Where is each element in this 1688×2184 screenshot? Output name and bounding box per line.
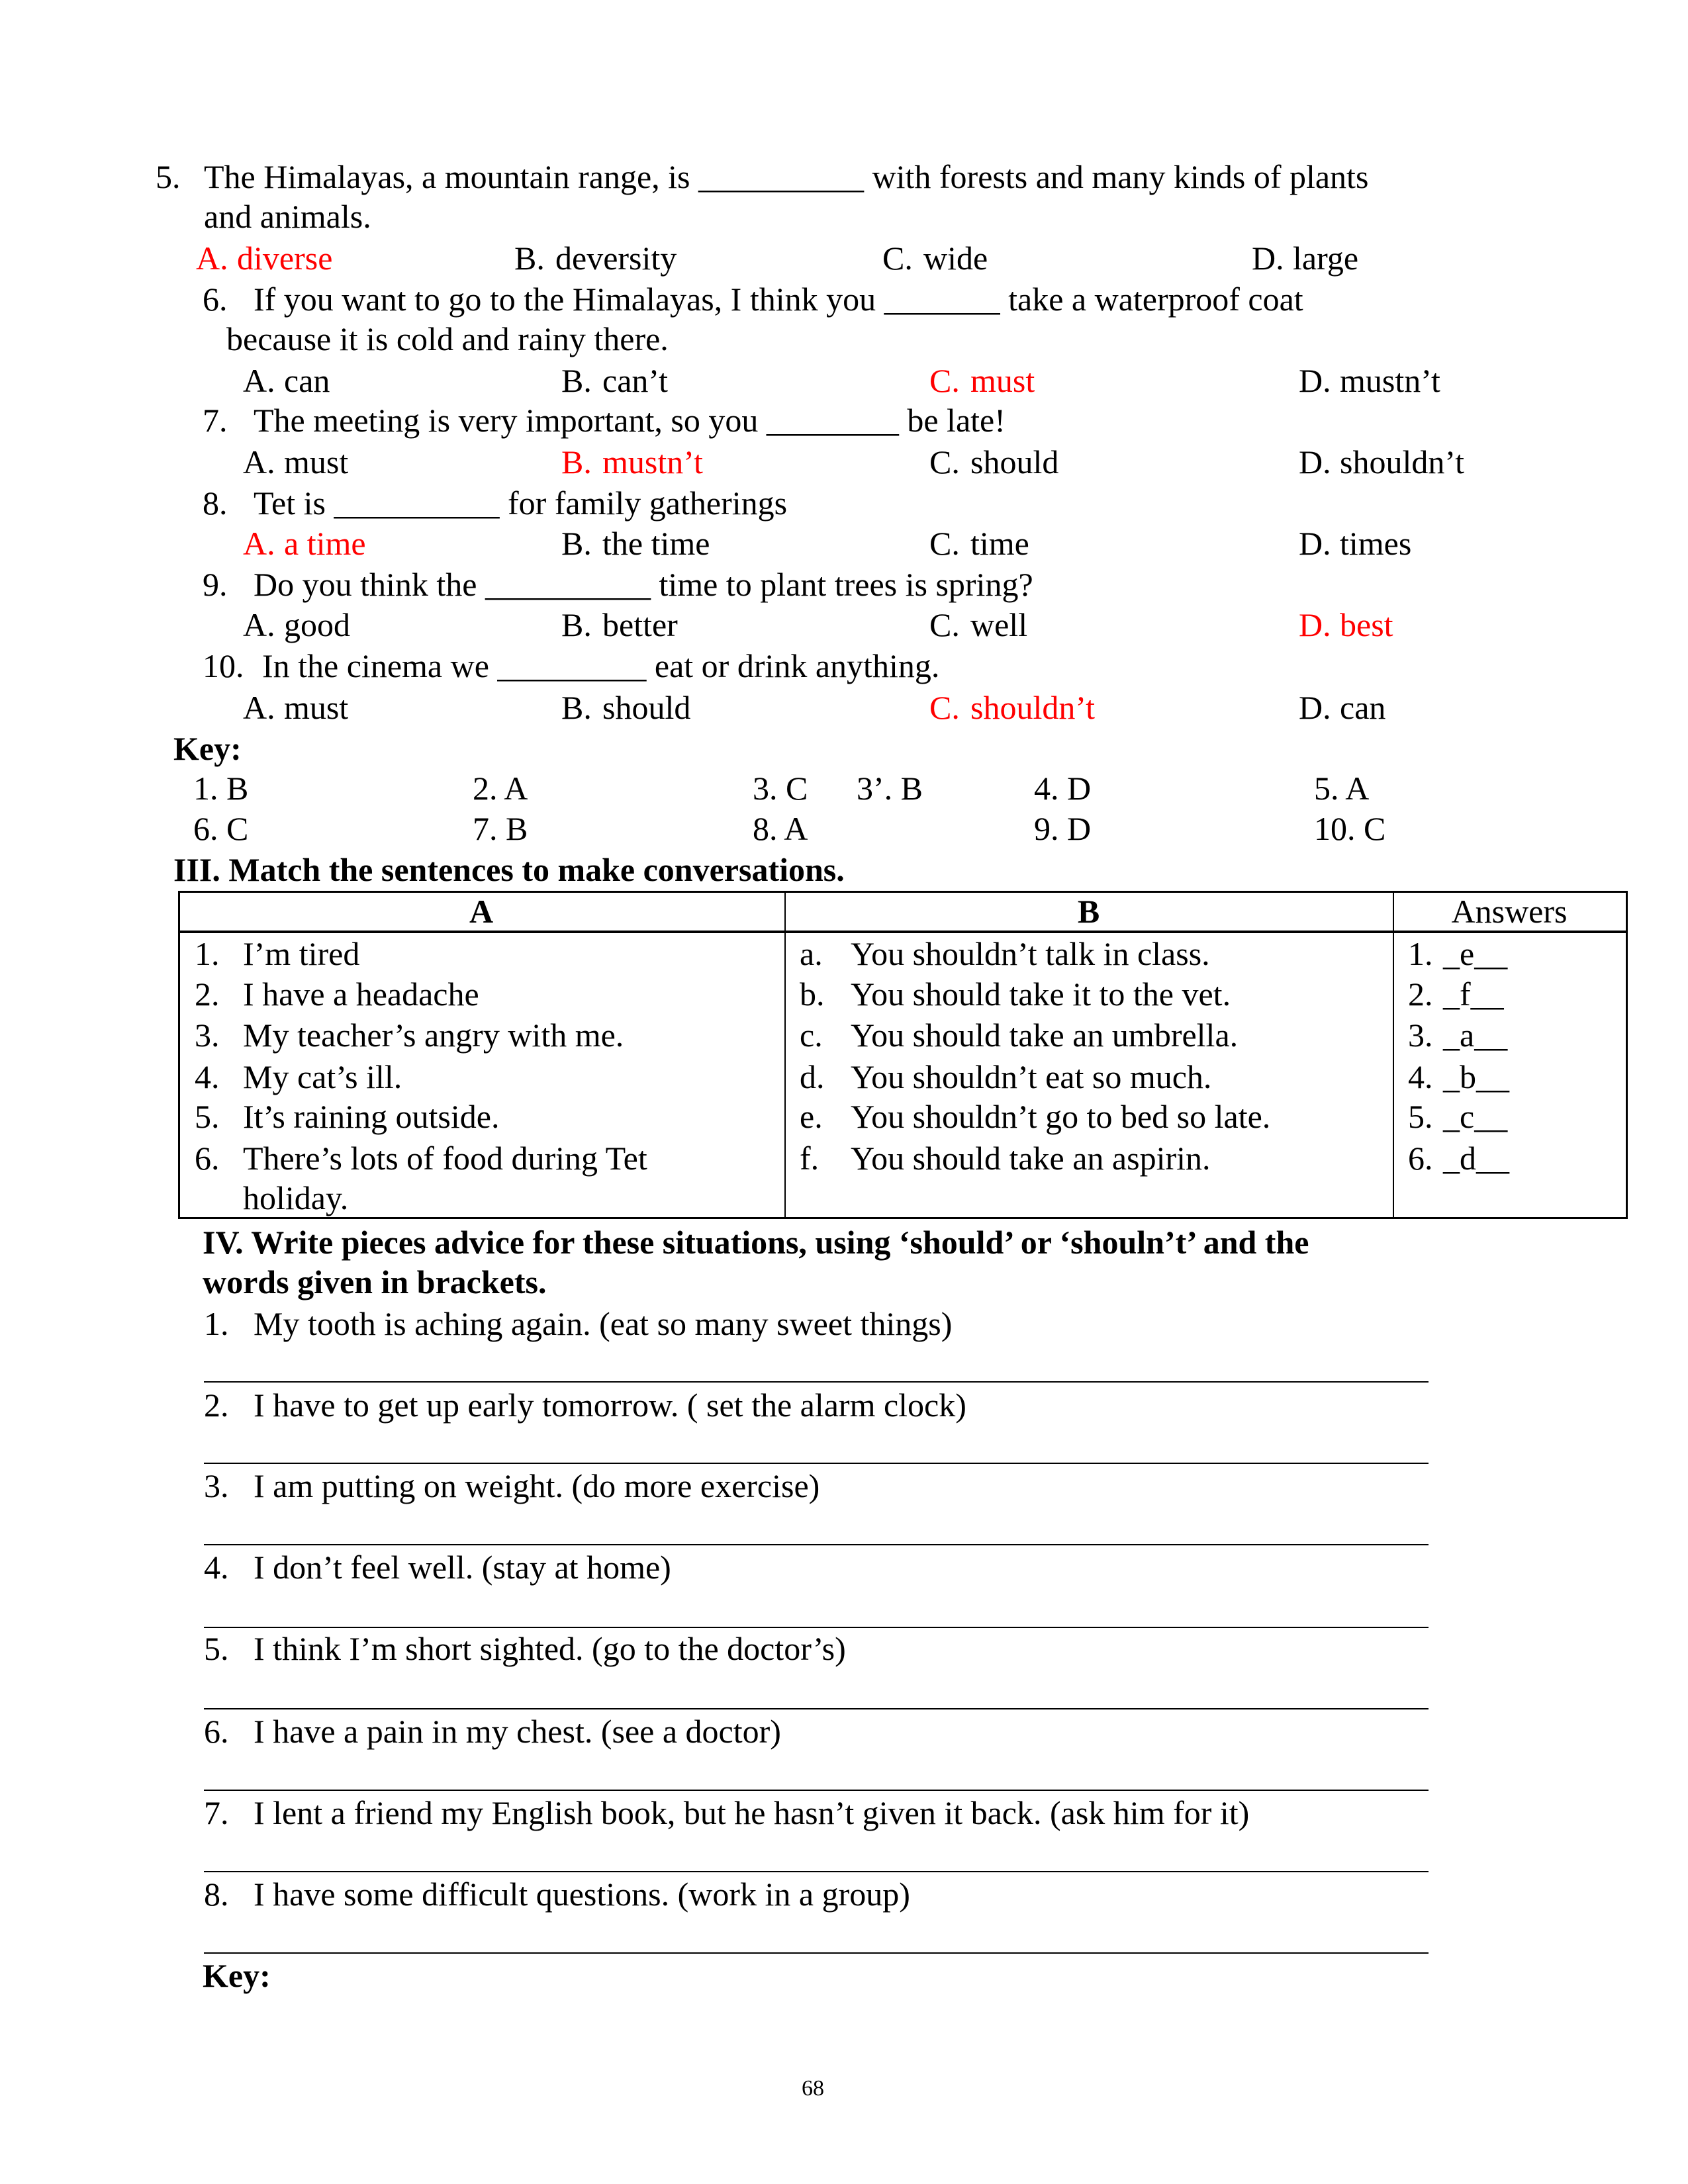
answer-number: 5. xyxy=(1408,1098,1433,1135)
col-b-sentence: You shouldn’t eat so much. xyxy=(851,1058,1212,1095)
answer-value: _b__ xyxy=(1443,1058,1509,1095)
col-b-sentence: You should take it to the vet. xyxy=(851,976,1231,1013)
question-number: 9. xyxy=(203,566,228,603)
option-letter: D. xyxy=(1299,606,1331,643)
advice-item-number: 4. xyxy=(204,1549,229,1586)
option-text: must xyxy=(284,443,349,480)
question-text: because it is cold and rainy there. xyxy=(226,320,669,357)
option-text: can’t xyxy=(602,362,669,399)
question-text: Do you think the __________ time to plant trees is spring? xyxy=(254,566,1033,603)
question-number: 6. xyxy=(203,281,228,318)
option-letter: C. xyxy=(929,689,960,726)
option-letter: D. xyxy=(1299,443,1331,480)
col-a-sentence: I have a headache xyxy=(243,976,479,1013)
advice-situation: I am putting on weight. (do more exercise) xyxy=(254,1467,820,1504)
option-letter: D. xyxy=(1299,525,1331,562)
option-text: well xyxy=(970,606,1028,643)
section-3-title: III. Match the sentences to make conversations. xyxy=(173,851,845,888)
question-number: 8. xyxy=(203,484,228,522)
question-text: In the cinema we _________ eat or drink anything. xyxy=(262,647,940,684)
option-text: the time xyxy=(602,525,710,562)
correct-option-text: a time xyxy=(284,525,366,562)
key-item: 1. B xyxy=(193,770,249,807)
key-item: 3’. B xyxy=(857,770,923,807)
key-item: 7. B xyxy=(473,810,528,847)
question-text: Tet is __________ for family gatherings xyxy=(254,484,788,522)
option-letter: A. xyxy=(243,525,275,562)
option-letter: B. xyxy=(514,240,545,277)
col-a-number: 4. xyxy=(195,1058,220,1095)
option-letter: A. xyxy=(243,362,275,399)
answer-value: _f__ xyxy=(1443,976,1504,1013)
col-a-number: 2. xyxy=(195,976,220,1013)
advice-situation: I have to get up early tomorrow. ( set the alarm clock) xyxy=(254,1387,966,1424)
advice-situation: I think I’m short sighted. (go to the doctor’s) xyxy=(254,1630,846,1667)
key-item: 5. A xyxy=(1314,770,1370,807)
key-item: 2. A xyxy=(473,770,528,807)
column-header-answers: Answers xyxy=(1451,893,1568,930)
correct-option-text: best xyxy=(1340,606,1393,643)
option-letter: A. xyxy=(196,240,228,277)
advice-item-number: 2. xyxy=(204,1387,229,1424)
advice-situation: I don’t feel well. (stay at home) xyxy=(254,1549,671,1586)
col-b-sentence: You should take an umbrella. xyxy=(851,1017,1239,1054)
answer-value: _d__ xyxy=(1443,1140,1509,1177)
option-letter: B. xyxy=(561,525,592,562)
advice-item-number: 5. xyxy=(204,1630,229,1667)
answer-line[interactable] xyxy=(204,1708,1429,1709)
col-a-sentence: It’s raining outside. xyxy=(243,1098,500,1135)
answer-number: 1. xyxy=(1408,935,1433,972)
option-letter: D. xyxy=(1299,689,1331,726)
table-divider xyxy=(1393,891,1394,1217)
col-a-sentence: My teacher’s angry with me. xyxy=(243,1017,624,1054)
col-a-number: 6. xyxy=(195,1140,220,1177)
question-number: 10. xyxy=(203,647,244,684)
col-a-number: 1. xyxy=(195,935,220,972)
col-b-letter: b. xyxy=(800,976,825,1013)
key-item: 4. D xyxy=(1034,770,1092,807)
column-header-b: B xyxy=(1077,893,1100,930)
answer-line[interactable] xyxy=(204,1871,1429,1872)
option-text: should xyxy=(970,443,1059,480)
option-text: better xyxy=(602,606,678,643)
option-letter: C. xyxy=(929,525,960,562)
option-text: shouldn’t xyxy=(1340,443,1464,480)
advice-situation: I lent a friend my English book, but he hasn’t given it back. (ask him for it) xyxy=(254,1794,1250,1831)
option-text: mustn’t xyxy=(1340,362,1440,399)
advice-item-number: 7. xyxy=(204,1794,229,1831)
option-text: time xyxy=(970,525,1029,562)
option-letter: C. xyxy=(882,240,913,277)
col-b-letter: c. xyxy=(800,1017,823,1054)
col-a-sentence: There’s lots of food during Tet xyxy=(243,1140,647,1177)
col-b-letter: a. xyxy=(800,935,823,972)
col-b-sentence: You shouldn’t talk in class. xyxy=(851,935,1210,972)
option-letter: C. xyxy=(929,362,960,399)
answer-number: 2. xyxy=(1408,976,1433,1013)
answer-number: 3. xyxy=(1408,1017,1433,1054)
option-letter: A. xyxy=(243,689,275,726)
col-a-number: 3. xyxy=(195,1017,220,1054)
advice-situation: I have a pain in my chest. (see a doctor) xyxy=(254,1713,781,1750)
option-letter: B. xyxy=(561,689,592,726)
advice-item-number: 6. xyxy=(204,1713,229,1750)
section-4-title: IV. Write pieces advice for these situations, using ‘should’ or ‘shouln’t’ and the xyxy=(203,1224,1309,1261)
col-a-sentence: My cat’s ill. xyxy=(243,1058,402,1095)
correct-option-text: must xyxy=(970,362,1035,399)
key-item: 6. C xyxy=(193,810,249,847)
question-number: 7. xyxy=(203,402,228,439)
question-number: 5. xyxy=(156,158,181,195)
option-letter: A. xyxy=(243,443,275,480)
answer-line[interactable] xyxy=(204,1790,1429,1791)
answer-value: _e__ xyxy=(1443,935,1508,972)
answer-value: _a__ xyxy=(1443,1017,1508,1054)
advice-situation: My tooth is aching again. (eat so many sweet things) xyxy=(254,1305,953,1342)
answer-line[interactable] xyxy=(204,1952,1429,1954)
key-item: 9. D xyxy=(1034,810,1092,847)
answer-line[interactable] xyxy=(204,1381,1429,1383)
col-b-sentence: You shouldn’t go to bed so late. xyxy=(851,1098,1271,1135)
option-letter: C. xyxy=(929,443,960,480)
option-letter: B. xyxy=(561,362,592,399)
answer-line[interactable] xyxy=(204,1544,1429,1545)
col-a-number: 5. xyxy=(195,1098,220,1135)
section-4-key-label: Key: xyxy=(203,1957,271,1994)
option-text: deversity xyxy=(555,240,677,277)
option-letter: D. xyxy=(1252,240,1284,277)
question-text: If you want to go to the Himalayas, I think you _______ take a waterproof coat xyxy=(254,281,1303,318)
option-text: large xyxy=(1293,240,1359,277)
advice-item-number: 8. xyxy=(204,1876,229,1913)
table-divider xyxy=(784,891,786,1217)
column-header-a: A xyxy=(469,893,494,930)
advice-situation: I have some difficult questions. (work in a group) xyxy=(254,1876,910,1913)
option-text: should xyxy=(602,689,691,726)
answer-number: 4. xyxy=(1408,1058,1433,1095)
key-item: 10. C xyxy=(1314,810,1386,847)
advice-item-number: 1. xyxy=(204,1305,229,1342)
answer-line[interactable] xyxy=(204,1463,1429,1464)
key-item: 3. C xyxy=(753,770,808,807)
option-letter: B. xyxy=(561,606,592,643)
col-a-wrap-text: holiday. xyxy=(243,1179,349,1216)
option-text: can xyxy=(1340,689,1386,726)
option-text: times xyxy=(1340,525,1412,562)
option-text: can xyxy=(284,362,330,399)
page-number: 68 xyxy=(802,2076,824,2101)
option-text: wide xyxy=(923,240,988,277)
answer-value: _c__ xyxy=(1443,1098,1508,1135)
key-label: Key: xyxy=(173,730,242,767)
answer-number: 6. xyxy=(1408,1140,1433,1177)
advice-item-number: 3. xyxy=(204,1467,229,1504)
question-text: The Himalayas, a mountain range, is __________ with forests and many kinds of plants xyxy=(204,158,1369,195)
correct-option-text: mustn’t xyxy=(602,443,703,480)
col-b-sentence: You should take an aspirin. xyxy=(851,1140,1211,1177)
col-b-letter: d. xyxy=(800,1058,825,1095)
option-text: must xyxy=(284,689,349,726)
option-letter: A. xyxy=(243,606,275,643)
col-b-letter: e. xyxy=(800,1098,823,1135)
option-letter: B. xyxy=(561,443,592,480)
section-4-title-cont: words given in brackets. xyxy=(203,1263,547,1300)
correct-option-text: shouldn’t xyxy=(970,689,1095,726)
option-letter: D. xyxy=(1299,362,1331,399)
question-text: and animals. xyxy=(204,198,371,235)
col-b-letter: f. xyxy=(800,1140,820,1177)
col-a-sentence: I’m tired xyxy=(243,935,360,972)
correct-option-text: diverse xyxy=(237,240,333,277)
option-text: good xyxy=(284,606,350,643)
option-letter: C. xyxy=(929,606,960,643)
question-text: The meeting is very important, so you ________ be late! xyxy=(254,402,1006,439)
key-item: 8. A xyxy=(753,810,808,847)
